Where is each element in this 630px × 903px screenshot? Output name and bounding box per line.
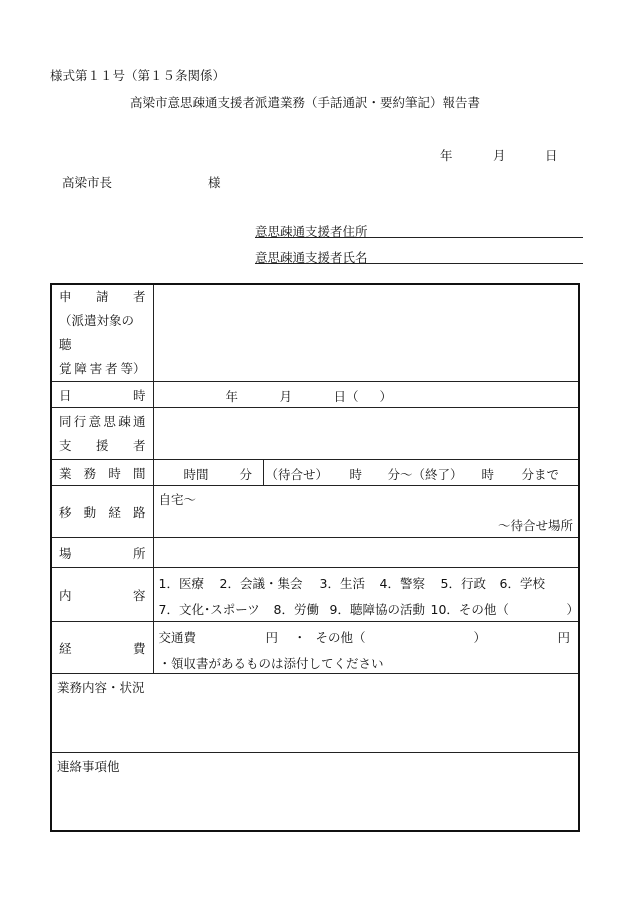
- datetime-row: [51, 382, 579, 408]
- form-number: 様式第１１号（第１５条関係）: [50, 68, 226, 83]
- route-to: ～待合せ場所: [497, 518, 573, 533]
- applicant-row: [51, 284, 579, 382]
- work-time-row: [51, 460, 579, 486]
- datetime-field[interactable]: [153, 382, 579, 408]
- work-hours-unit: 時間: [183, 467, 209, 482]
- addressee: 高梁市長: [62, 175, 113, 190]
- place-field[interactable]: [153, 538, 579, 568]
- document-title: 高梁市意思疎通支援者派遣業務（手話通訳・要約筆記）報告書: [130, 95, 481, 110]
- route-field[interactable]: [153, 486, 579, 538]
- supporter-name-label: 意思疎通支援者氏名: [255, 250, 368, 265]
- companion-field[interactable]: [153, 408, 579, 460]
- content-option-police[interactable]: 4．警察: [379, 576, 425, 591]
- addressee-suffix: 様: [208, 175, 221, 190]
- route-label: 移 動 経 路: [51, 486, 153, 538]
- content-option-other[interactable]: 10．その他（: [430, 602, 509, 617]
- other-expense-close: ）: [473, 630, 487, 645]
- transport-label: 交通費: [158, 630, 197, 645]
- date-day-label: 日: [545, 148, 558, 163]
- datetime-day: 日（: [333, 389, 359, 404]
- contact-label: 連絡事項他: [57, 759, 120, 774]
- route-from: 自宅～: [158, 492, 197, 507]
- expenses-row: [51, 622, 579, 674]
- end-hour-unit: 時: [481, 467, 495, 482]
- content-option-living[interactable]: 3．生活: [319, 576, 365, 591]
- expense-separator: ・: [293, 630, 307, 645]
- end-minute-unit: 分まで: [521, 467, 560, 482]
- wait-minute-end-label: 分～（終了）: [387, 467, 463, 482]
- supporter-name-line: [255, 263, 583, 264]
- content-option-medical[interactable]: 1．医療: [158, 576, 204, 591]
- status-row: [51, 674, 579, 753]
- status-label: 業務内容・状況: [57, 680, 145, 695]
- contact-field[interactable]: [51, 753, 579, 831]
- route-row: [51, 486, 579, 538]
- wait-label: （待合せ）: [265, 467, 329, 482]
- report-form-table: [50, 283, 580, 832]
- wait-hour-unit: 時: [349, 467, 363, 482]
- receipt-note: ・領収書があるものは添付してください: [158, 656, 384, 671]
- content-option-labor[interactable]: 8．労働: [273, 602, 319, 617]
- content-option-culture-sports[interactable]: 7．文化･スポーツ: [158, 602, 260, 617]
- content-other-close: ）: [566, 602, 580, 617]
- status-field[interactable]: [51, 674, 579, 753]
- date-year-label: 年: [440, 148, 453, 163]
- other-expense-label: その他（: [315, 630, 366, 645]
- content-option-deaf-association[interactable]: 9．聴障協の活動: [329, 602, 425, 617]
- datetime-close: ）: [379, 389, 393, 404]
- content-option-meeting[interactable]: 2．会議・集会: [219, 576, 303, 591]
- work-minutes-unit: 分: [239, 467, 253, 482]
- expenses-label: 経 費: [51, 622, 153, 674]
- applicant-field[interactable]: [153, 284, 579, 382]
- content-label: 内 容: [51, 568, 153, 622]
- companion-label: 同 行 意 思 疎 通 支 援 者: [51, 408, 153, 460]
- date-month-label: 月: [493, 148, 506, 163]
- supporter-address-label: 意思疎通支援者住所: [255, 224, 368, 239]
- work-schedule-field[interactable]: [263, 460, 579, 486]
- expenses-field[interactable]: [153, 622, 579, 674]
- datetime-month: 月: [279, 389, 293, 404]
- datetime-year: 年: [225, 389, 239, 404]
- work-time-label: 業 務 時 間: [51, 460, 153, 486]
- work-duration-field[interactable]: [153, 460, 263, 486]
- supporter-address-line: [255, 237, 583, 238]
- place-label: 場 所: [51, 538, 153, 568]
- applicant-label: 申 請 者 （派遣対象の聴 覚 障 害 者 等）: [51, 284, 153, 382]
- place-row: [51, 538, 579, 568]
- transport-yen: 円: [265, 630, 279, 645]
- content-options: [153, 568, 579, 622]
- content-row: [51, 568, 579, 622]
- content-option-administration[interactable]: 5．行政: [440, 576, 486, 591]
- other-expense-yen: 円: [557, 630, 571, 645]
- companion-row: [51, 408, 579, 460]
- content-option-school[interactable]: 6．学校: [499, 576, 545, 591]
- datetime-label: 日 時: [51, 382, 153, 408]
- contact-row: [51, 753, 579, 831]
